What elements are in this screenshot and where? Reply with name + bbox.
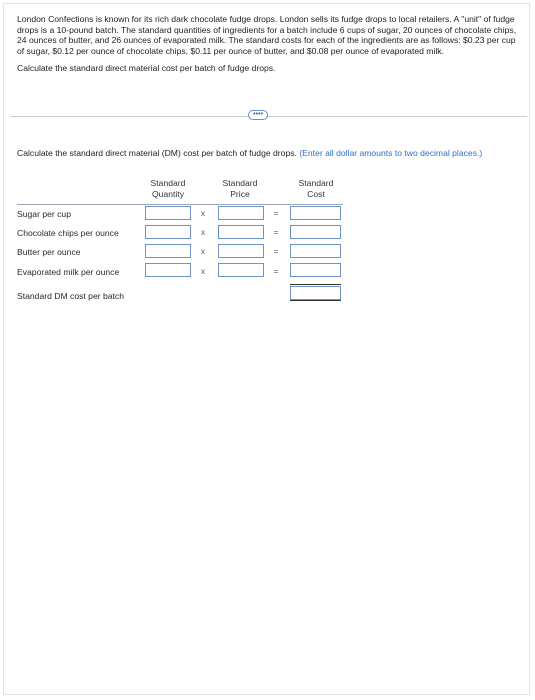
row-label-butter: Butter per ounce xyxy=(17,247,81,257)
times-sign: x xyxy=(201,228,205,237)
butter-price-input[interactable] xyxy=(218,244,264,258)
header-quantity-line1: Standard xyxy=(150,178,186,188)
butter-cost-input[interactable] xyxy=(290,244,341,258)
chocolate-quantity-input[interactable] xyxy=(145,225,191,239)
header-cost-line1: Standard xyxy=(298,178,334,188)
header-price-line1: Standard xyxy=(222,178,258,188)
sugar-cost-input[interactable] xyxy=(290,206,341,220)
header-quantity-line2: Quantity xyxy=(151,188,184,199)
sugar-quantity-input[interactable] xyxy=(145,206,191,220)
sugar-price-input[interactable] xyxy=(218,206,264,220)
chocolate-cost-input[interactable] xyxy=(290,225,341,239)
problem-task: Calculate the standard direct material cost per batch of fudge drops. xyxy=(17,63,276,74)
header-price-line2: Price xyxy=(230,188,250,199)
problem-statement xyxy=(17,14,525,74)
question-text: Calculate the standard direct material (DM) cost per batch of fudge drops. xyxy=(17,148,297,158)
milk-quantity-input[interactable] xyxy=(145,263,191,277)
header-standard-quantity xyxy=(140,178,196,199)
question-hint: (Enter all dollar amounts to two decimal places.) xyxy=(299,148,483,158)
header-cost-line2: Cost xyxy=(307,188,325,199)
times-sign: x xyxy=(201,267,205,276)
content-frame xyxy=(3,3,530,695)
butter-quantity-input[interactable] xyxy=(145,244,191,258)
header-standard-cost xyxy=(288,178,344,199)
section-divider xyxy=(10,116,527,117)
times-sign: x xyxy=(201,247,205,256)
chocolate-price-input[interactable] xyxy=(218,225,264,239)
header-standard-price xyxy=(212,178,268,199)
milk-price-input[interactable] xyxy=(218,263,264,277)
equals-sign: = xyxy=(273,247,279,256)
times-sign: x xyxy=(201,209,205,218)
question-prompt xyxy=(17,148,517,159)
problem-paragraph: London Confections is known for its rich dark chocolate fudge drops. London sells its fudge drops to local retailers. A "unit" of fudge drops is a 10-pound batch. The standard quantities of ingredients for a batch include 6 cups of sugar, 20 ounces of chocolate chips, 24 ounces of butter, and 26 ounces of evaporated milk. The standard costs for each of the ingredients are as follows: $0.23 per cup of sugar, $0.12 per ounce of chocolate chips, $0.11 per ounce of butter, and $0.08 per ounce of evaporated milk. xyxy=(17,14,517,56)
row-label-sugar: Sugar per cup xyxy=(17,209,71,219)
row-label-chocolate-chips: Chocolate chips per ounce xyxy=(17,228,119,238)
row-label-total-dm-cost: Standard DM cost per batch xyxy=(17,291,124,301)
equals-sign: = xyxy=(273,228,279,237)
expand-more-button[interactable]: •••• xyxy=(248,110,268,120)
total-dm-cost-input[interactable] xyxy=(290,286,341,300)
total-underline xyxy=(290,284,341,301)
milk-cost-input[interactable] xyxy=(290,263,341,277)
row-label-evaporated-milk: Evaporated milk per ounce xyxy=(17,267,120,277)
equals-sign: = xyxy=(273,209,279,218)
header-rule xyxy=(17,204,343,205)
equals-sign: = xyxy=(273,267,279,276)
